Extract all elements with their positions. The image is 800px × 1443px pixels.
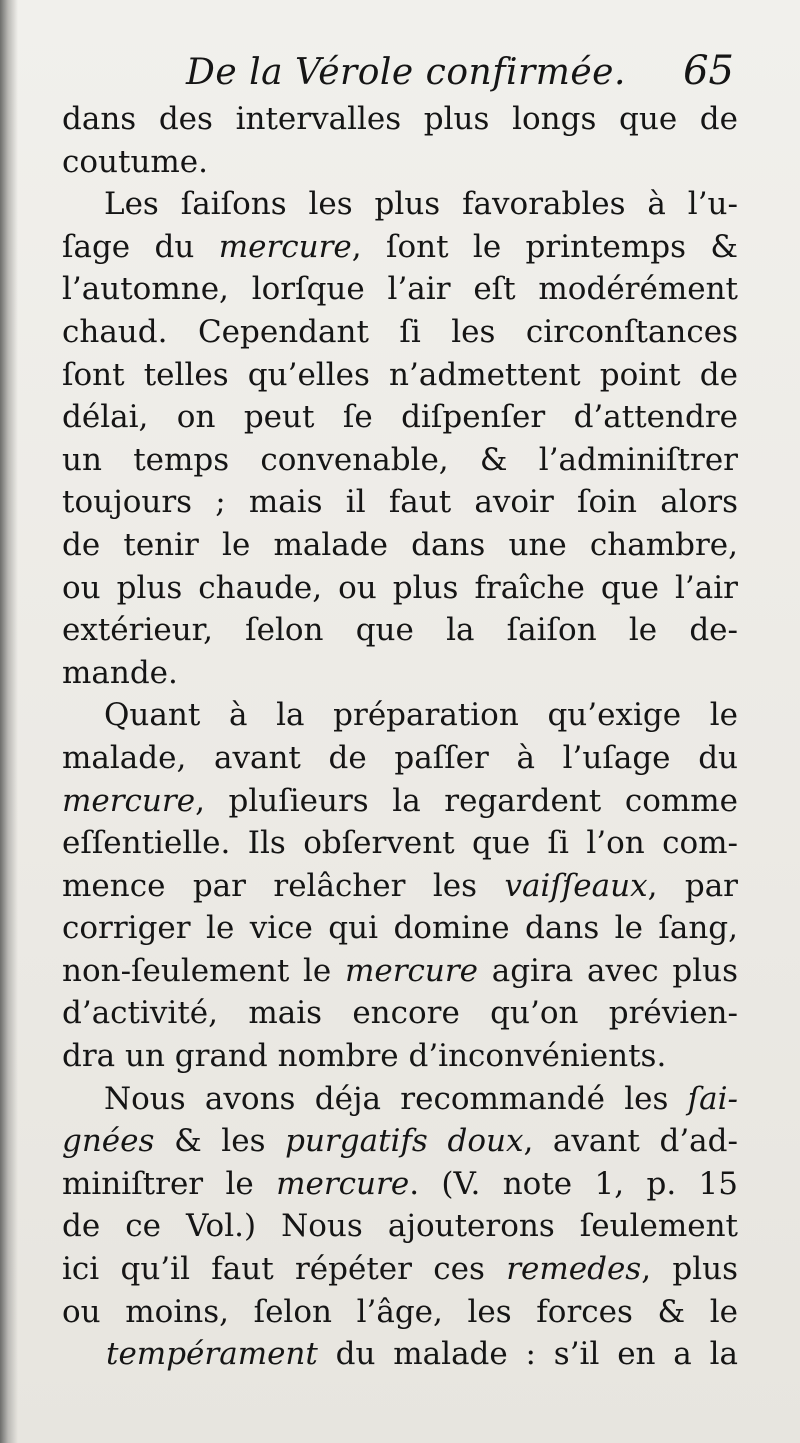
body-text [62, 98, 738, 1376]
text-segment: ou plus chaude, ou plus fraîche que l’air [62, 569, 738, 606]
italic-term: gnées [62, 1123, 155, 1160]
text-line [62, 1120, 738, 1163]
text-line [62, 524, 738, 567]
text-segment: miniſtrer le [62, 1165, 277, 1202]
text-segment: non-ſeulement le [62, 952, 345, 989]
text-segment: ou moins, ſelon l’âge, les forces & le [62, 1293, 738, 1330]
text-segment: de tenir le malade dans une chambre, [62, 526, 738, 563]
italic-term: mercure [276, 1165, 410, 1202]
text-line [62, 1248, 738, 1291]
italic-term: mercure [218, 228, 352, 265]
text-line [62, 567, 738, 610]
text-segment: délai, on peut ſe diſpenſer d’attendre [62, 399, 738, 436]
text-segment: de ce Vol.) Nous ajouterons ſeulement [62, 1208, 738, 1245]
page-header [60, 46, 738, 96]
text-line [62, 481, 738, 524]
text-line [62, 1291, 738, 1334]
text-segment: , ſont le printemps & [351, 228, 738, 265]
text-segment: du malade : s’il en a la [317, 1336, 738, 1373]
text-segment: , avant d’ad- [523, 1123, 738, 1160]
text-segment: toujours ; mais il faut avoir ſoin alors [62, 484, 738, 521]
text-line [62, 652, 738, 695]
italic-term: mercure [344, 952, 479, 989]
text-segment: ici qu’il faut répéter ces [62, 1251, 507, 1288]
text-line [62, 1078, 738, 1121]
italic-term: tempérament [106, 1336, 318, 1373]
text-line [62, 737, 738, 780]
text-segment: , par [647, 867, 738, 904]
binding-shadow [0, 0, 18, 1443]
text-segment: ſont telles qu’elles n’admettent point de [62, 356, 738, 393]
text-line [62, 950, 738, 993]
text-segment: dra un grand nombre d’inconvénients. [62, 1038, 667, 1075]
text-line [62, 1035, 738, 1078]
italic-term: vaiſſeaux [504, 867, 648, 904]
text-line [62, 354, 738, 397]
text-line [62, 865, 738, 908]
text-line [62, 609, 738, 652]
text-segment: extérieur, ſelon que la ſaiſon le de- [62, 612, 738, 649]
text-segment: , plus [641, 1251, 738, 1288]
text-segment: Les ſaiſons les plus favorables à l’u- [104, 186, 738, 223]
text-line [62, 694, 738, 737]
text-segment: corriger le vice qui domine dans le ſang, [62, 910, 738, 947]
italic-term: ſai- [687, 1080, 738, 1117]
text-line [62, 1333, 738, 1376]
text-segment: mande. [62, 654, 178, 691]
text-segment: dans des intervalles plus longs que de [62, 101, 738, 137]
text-line [62, 992, 738, 1035]
text-segment: coutume. [62, 143, 209, 180]
text-segment: chaud. Cependant ſi les circonſtances [62, 313, 738, 350]
text-line [62, 268, 738, 311]
page-number: 65 [683, 48, 734, 94]
text-line [62, 226, 738, 269]
text-line [62, 439, 738, 482]
text-segment: l’automne, lorſque l’air eſt modérément [62, 271, 738, 308]
text-segment: malade, avant de paſſer à l’uſage du [62, 739, 738, 776]
text-segment: , pluſieurs la regardent comme [195, 782, 738, 819]
italic-term: remedes [506, 1251, 642, 1288]
text-segment: d’activité, mais encore qu’on prévien- [62, 995, 738, 1032]
text-segment: eſſentielle. Ils obſervent que ſi l’on com- [62, 825, 738, 862]
text-line [62, 396, 738, 439]
text-line [62, 1163, 738, 1206]
italic-term: mercure [62, 782, 196, 819]
text-segment: & les [154, 1123, 286, 1160]
text-line [62, 1205, 738, 1248]
text-segment: agira avec plus [478, 952, 738, 989]
text-line [62, 780, 738, 823]
text-segment: ſage du [62, 228, 219, 265]
text-segment: un temps convenable, & l’adminiſtrer [62, 441, 738, 478]
text-segment: Nous avons déja recommandé les [104, 1080, 688, 1117]
text-line [62, 98, 738, 141]
text-segment: mence par relâcher les [62, 867, 505, 904]
text-line [62, 141, 738, 184]
text-line [62, 822, 738, 865]
text-segment: Quant à la préparation qu’exige le [104, 697, 738, 734]
text-line [62, 183, 738, 226]
italic-term: purgatifs doux [285, 1123, 524, 1160]
text-segment: . (V. note 1, p. 15 [409, 1165, 738, 1202]
running-title: De la Vérole confirmée. [186, 52, 626, 93]
text-line [62, 311, 738, 354]
text-line [62, 907, 738, 950]
